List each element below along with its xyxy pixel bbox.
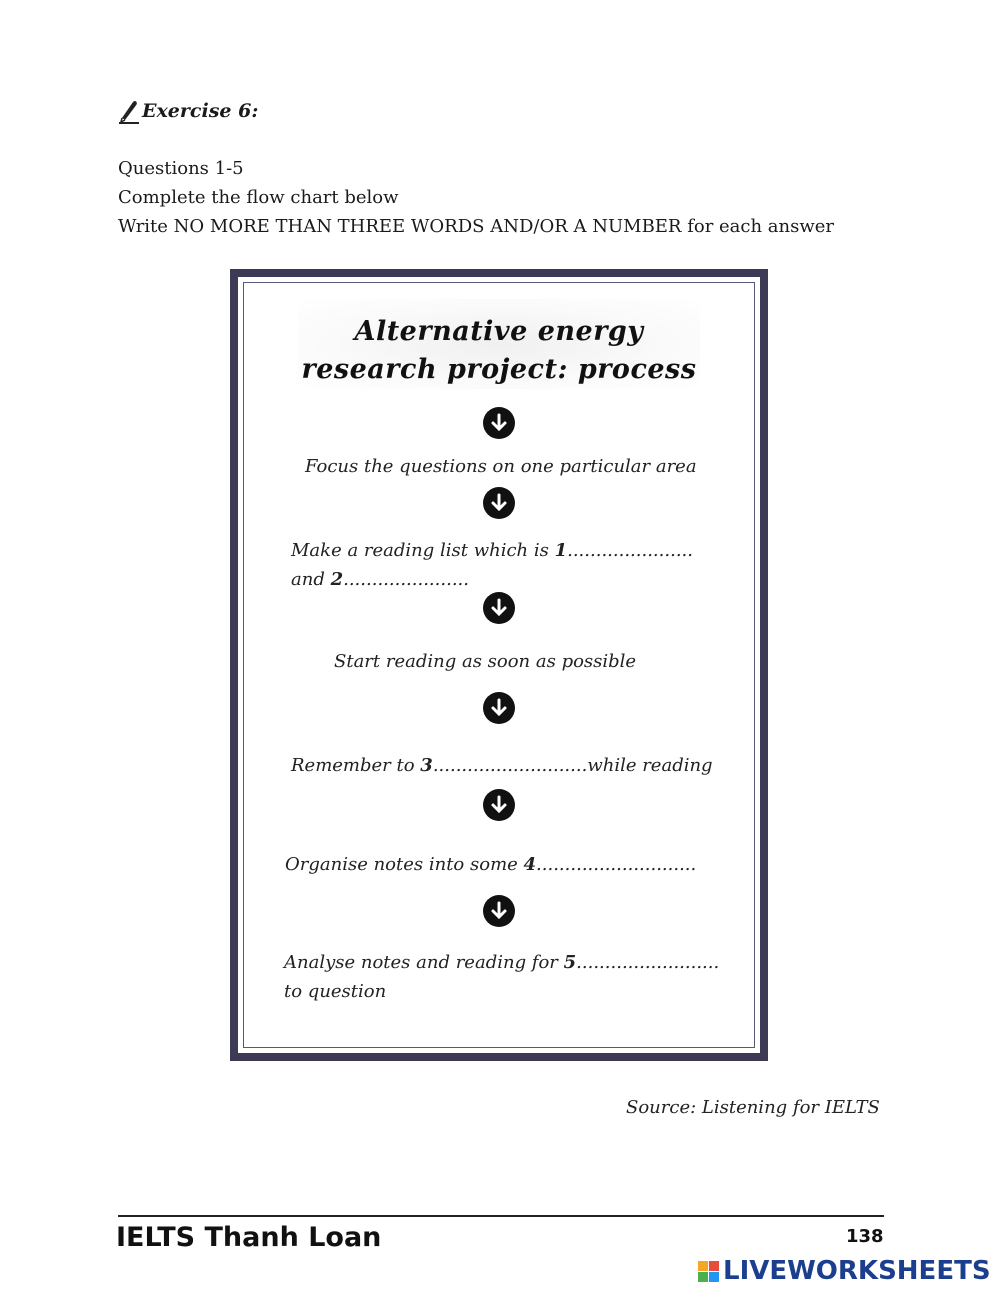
instruction-line: Write NO MORE THAN THREE WORDS AND/OR A NUMBER for each answer bbox=[118, 216, 835, 237]
answer-number: 3 bbox=[420, 755, 433, 776]
step-text: Make a reading list which is bbox=[291, 540, 555, 561]
answer-blank: ...........................while reading bbox=[432, 755, 713, 776]
flow-chart-title bbox=[238, 313, 760, 389]
step-text: Analyse notes and reading for bbox=[284, 952, 564, 973]
pen-icon bbox=[118, 98, 140, 124]
answer-number: 1 bbox=[554, 540, 568, 561]
answer-number: 2 bbox=[330, 569, 344, 590]
flow-chart bbox=[230, 269, 768, 1061]
down-arrow-icon bbox=[483, 592, 515, 624]
title-line: Alternative energy bbox=[354, 316, 644, 347]
answer-number: 5 bbox=[563, 952, 577, 973]
answer-blank: ......................... bbox=[576, 952, 720, 973]
step-text: Start reading as soon as possible bbox=[334, 651, 637, 672]
footer-divider bbox=[118, 1215, 884, 1217]
step-5 bbox=[285, 850, 696, 879]
step-text: Focus the questions on one particular area bbox=[305, 456, 697, 477]
down-arrow-icon bbox=[483, 692, 515, 724]
down-arrow-icon bbox=[483, 407, 515, 439]
down-arrow-icon bbox=[483, 487, 515, 519]
step-text: Remember to bbox=[291, 755, 421, 776]
instruction-line: Questions 1-5 bbox=[118, 158, 244, 179]
step-4 bbox=[291, 751, 713, 780]
logo-text: LIVEWORKSHEETS bbox=[723, 1256, 991, 1286]
exercise-title: Exercise 6: bbox=[142, 100, 259, 122]
answer-number: 4 bbox=[523, 854, 537, 875]
answer-blank: ...................... bbox=[567, 540, 693, 561]
down-arrow-icon bbox=[483, 789, 515, 821]
step-text: and bbox=[291, 569, 331, 590]
step-2 bbox=[291, 536, 693, 594]
title-line: research project: process bbox=[301, 354, 697, 385]
source-citation: Source: Listening for IELTS bbox=[626, 1097, 880, 1118]
page-number: 138 bbox=[846, 1226, 884, 1247]
exercise-heading bbox=[118, 98, 258, 124]
instructions bbox=[118, 154, 834, 241]
step-text: Organise notes into some bbox=[285, 854, 524, 875]
logo-blocks-icon bbox=[698, 1261, 719, 1282]
step-text: to question bbox=[284, 981, 387, 1002]
answer-blank: ............................ bbox=[536, 854, 697, 875]
answer-blank: ...................... bbox=[343, 569, 469, 590]
instruction-line: Complete the flow chart below bbox=[118, 187, 399, 208]
down-arrow-icon bbox=[483, 895, 515, 927]
step-3 bbox=[334, 647, 636, 676]
step-6 bbox=[284, 948, 719, 1006]
liveworksheets-logo[interactable] bbox=[698, 1256, 991, 1286]
footer-brand: IELTS Thanh Loan bbox=[116, 1222, 382, 1253]
step-1 bbox=[305, 452, 697, 481]
